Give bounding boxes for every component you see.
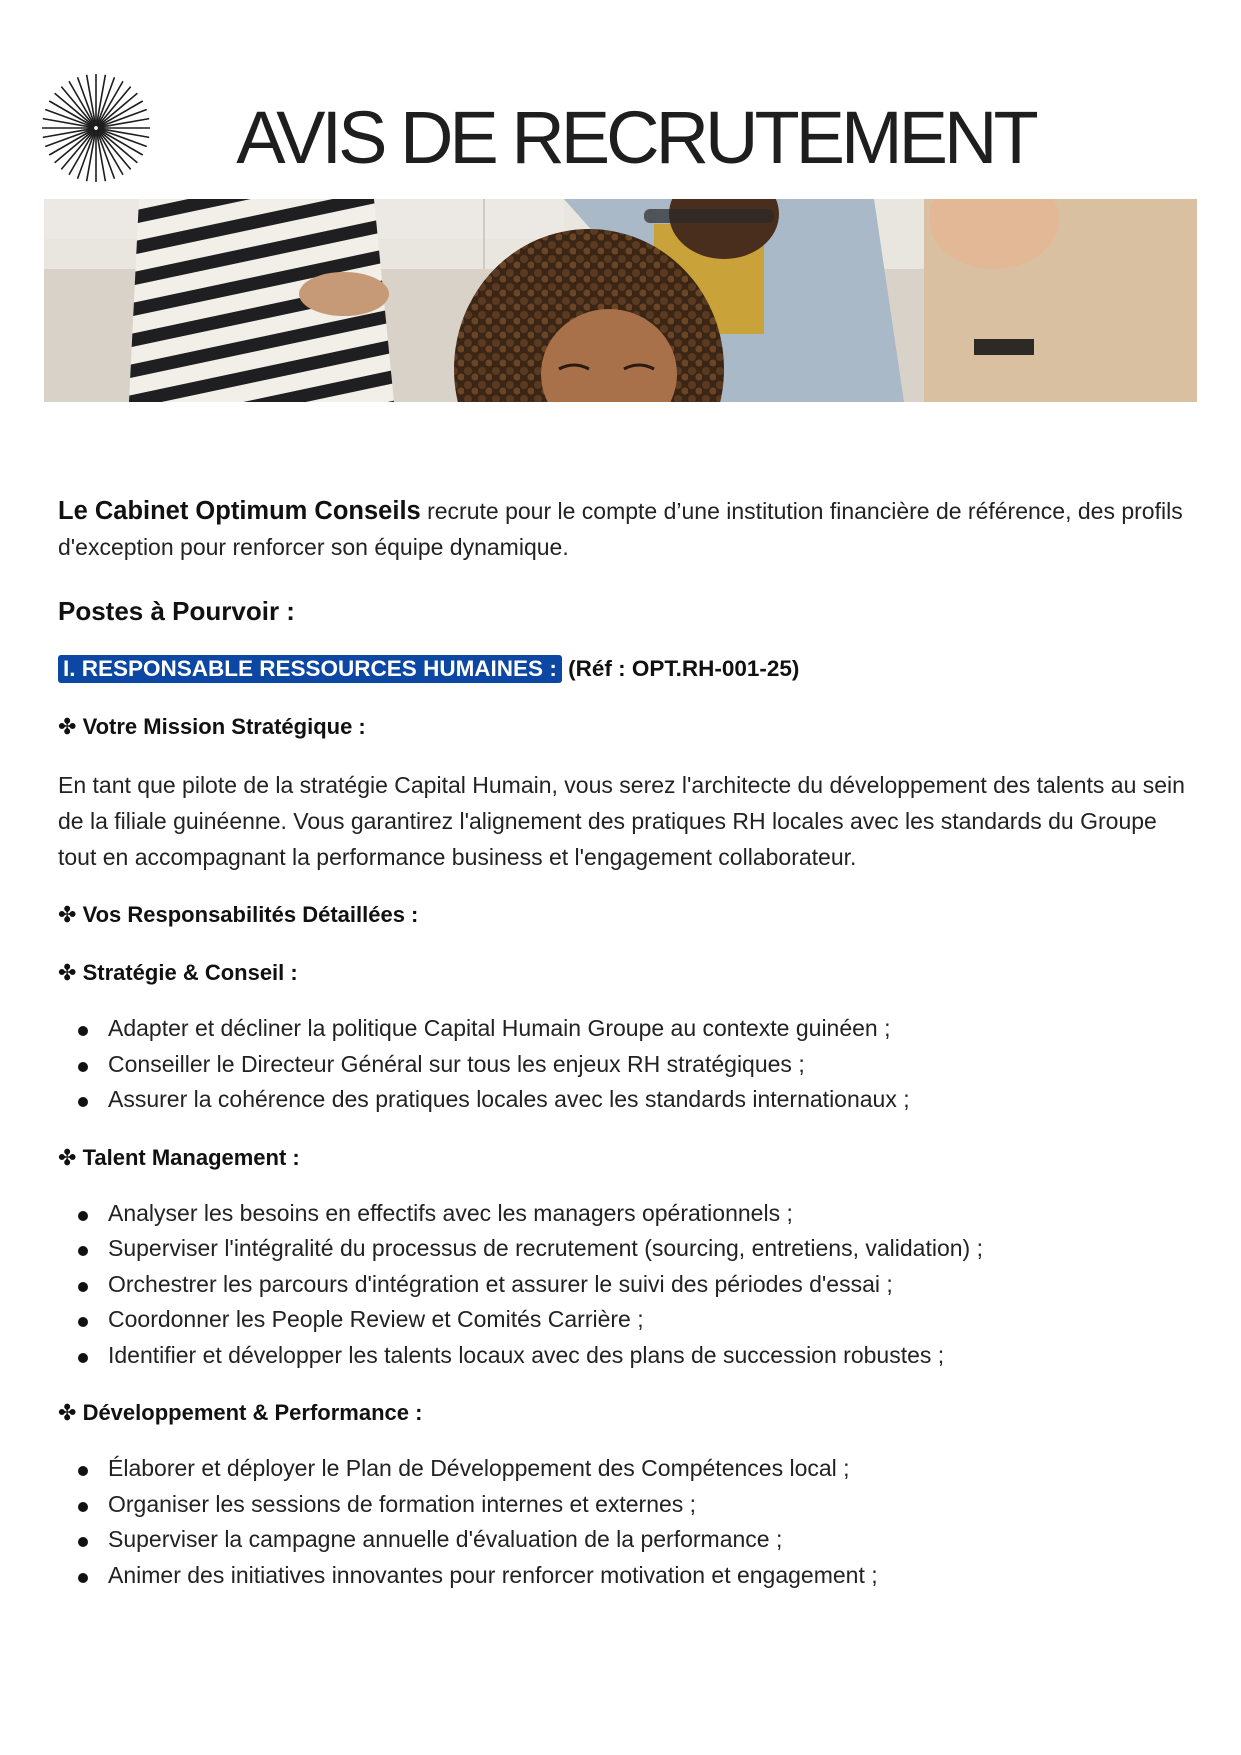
- company-name: Le Cabinet Optimum Conseils: [58, 497, 421, 525]
- responsabilites-heading: ✤ Vos Responsabilités Détaillées :: [58, 902, 419, 927]
- list-item: Analyser les besoins en effectifs avec les managers opérationnels ;: [58, 1196, 1188, 1232]
- list-item: Superviser la campagne annuelle d'évaluation de la performance ;: [58, 1522, 1188, 1558]
- section-heading-strategie: ✤ Stratégie & Conseil :: [58, 960, 298, 985]
- list-item: Adapter et décliner la politique Capital Humain Groupe au contexte guinéen ;: [58, 1011, 1188, 1047]
- list-item: Élaborer et déployer le Plan de Développement des Compétences local ;: [58, 1451, 1188, 1487]
- list-item: Orchestrer les parcours d'intégration et assurer le suivi des périodes d'essai ;: [58, 1267, 1188, 1303]
- main-content: [58, 493, 1188, 1593]
- flower-icon: ✤: [58, 960, 77, 985]
- list-item: Animer des initiatives innovantes pour renforcer motivation et engagement ;: [58, 1558, 1188, 1594]
- poste-tag: I. RESPONSABLE RESSOURCES HUMAINES :: [58, 655, 562, 683]
- bullet-list-talent: [58, 1196, 1188, 1374]
- flower-icon: ✤: [58, 1400, 77, 1425]
- section-heading-talent: ✤ Talent Management :: [58, 1144, 300, 1170]
- flower-icon: ✤: [58, 902, 77, 927]
- poste-ref: (Réf : OPT.RH-001-25): [561, 656, 800, 681]
- section-heading-developpement: ✤ Développement & Performance :: [58, 1400, 423, 1425]
- bullet-list-developpement: [58, 1451, 1188, 1593]
- list-item: Superviser l'intégralité du processus de recrutement (sourcing, entretiens, validation) ;: [58, 1231, 1188, 1267]
- flower-icon: ✤: [58, 1144, 77, 1170]
- mission-heading: ✤ Votre Mission Stratégique :: [58, 714, 366, 739]
- list-item: Assurer la cohérence des pratiques locales avec les standards internationaux ;: [58, 1082, 1188, 1118]
- poste-title: [58, 651, 1188, 687]
- list-item: Identifier et développer les talents locaux avec des plans de succession robustes ;: [58, 1338, 1188, 1374]
- team-photo: [44, 199, 1197, 402]
- postes-heading: Postes à Pourvoir :: [58, 596, 295, 626]
- page-title: AVIS DE RECRUTEMENT: [236, 96, 1035, 179]
- intro-text: recrute pour le compte d’une institution financière de référence, des profils d'exception pour renforcer son équipe dynamique.: [58, 498, 1183, 560]
- list-item: Conseiller le Directeur Général sur tous les enjeux RH stratégiques ;: [58, 1047, 1188, 1083]
- intro-paragraph: [58, 493, 1188, 565]
- list-item: Coordonner les People Review et Comités Carrière ;: [58, 1302, 1188, 1338]
- mission-text: En tant que pilote de la stratégie Capital Humain, vous serez l'architecte du développement des talents au sein de la filiale guinéenne. Vous garantirez l'alignement des pratiques RH locales avec les standards du Groupe tout en accompagnant la performance business et l'engagement collaborateur.: [58, 772, 1185, 870]
- flower-icon: ✤: [58, 714, 77, 739]
- list-item: Organiser les sessions de formation internes et externes ;: [58, 1487, 1188, 1523]
- bullet-list-strategie: [58, 1011, 1188, 1118]
